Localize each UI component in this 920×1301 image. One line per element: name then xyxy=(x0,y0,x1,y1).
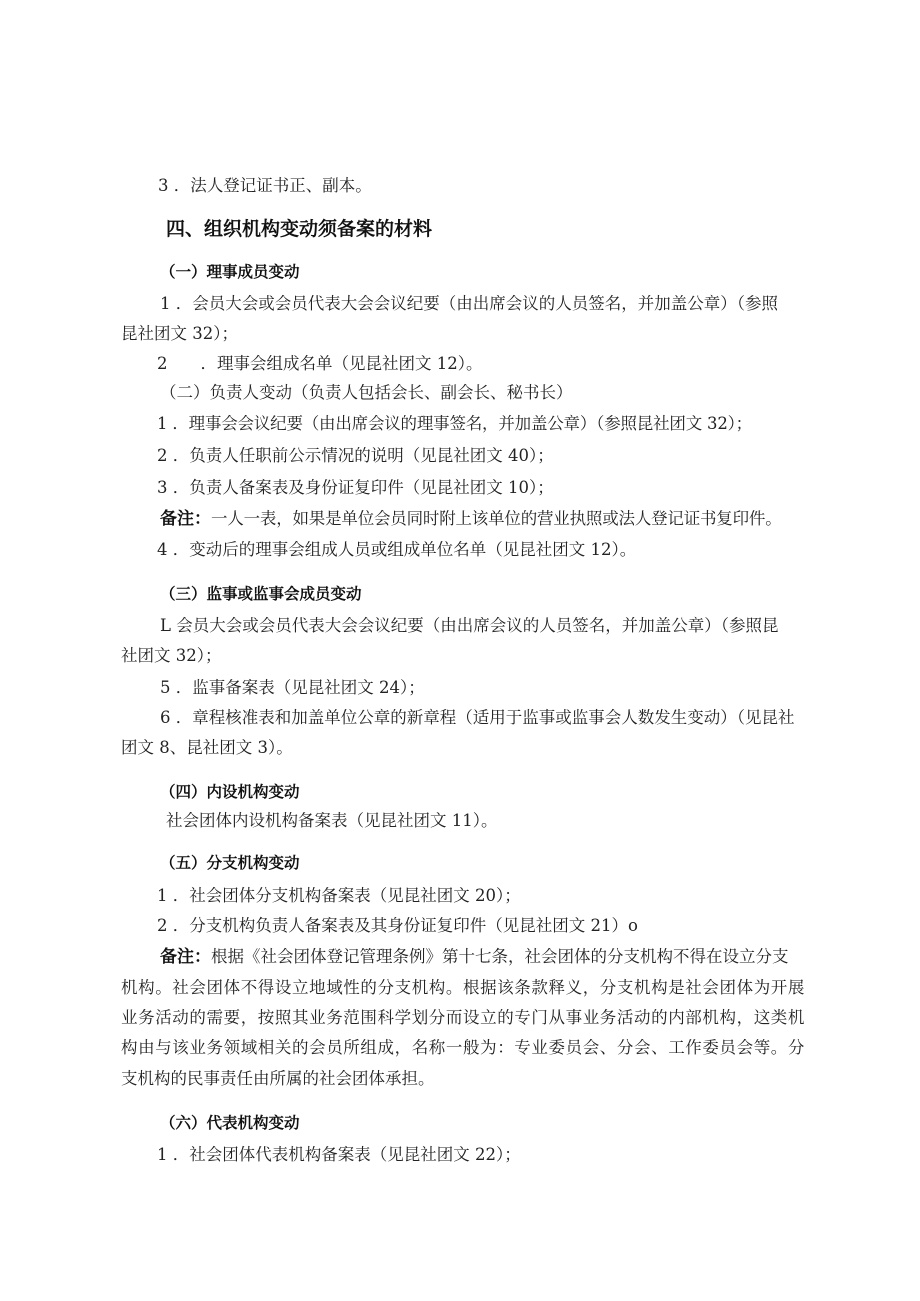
list-item: 2 ．分支机构负责人备案表及其身份证复印件（见昆社团文 21）o xyxy=(157,916,638,935)
subsection-heading: （三）监事或监事会成员变动 xyxy=(160,585,362,603)
note xyxy=(160,946,789,968)
note-text: 一人一表，如果是单位会员同时附上该单位的营业执照或法人登记证书复印件。 xyxy=(211,509,782,528)
list-item-continuation: 社团文 32）； xyxy=(121,646,222,665)
note-text-line: 构由与该业务领域相关的会员所组成，名称一般为：专业委员会、分会、工作委员会等。分 xyxy=(121,1038,805,1057)
subsection-heading: （一）理事成员变动 xyxy=(160,263,300,281)
list-item: 4 ．变动后的理事会组成人员或组成单位名单（见昆社团文 12）。 xyxy=(157,540,637,559)
list-item: 3 ．法人登记证书正、副本。 xyxy=(158,176,372,195)
list-item: 社会团体内设机构备案表（见昆社团文 11）。 xyxy=(166,811,498,830)
list-item: 5 ．监事备案表（见昆社团文 24）； xyxy=(160,678,425,697)
subsection-heading: （四）内设机构变动 xyxy=(160,783,300,801)
note-label: 备注： xyxy=(160,509,211,529)
note xyxy=(160,508,782,530)
list-item-continuation: 团文 8、昆社团文 3）。 xyxy=(121,738,293,757)
list-item: 1 ．会员大会或会员代表大会会议纪要（由出席会议的人员签名，并加盖公章）（参照 xyxy=(160,294,778,313)
note-text-line: 支机构的民事责任由所属的社会团体承担。 xyxy=(121,1069,435,1088)
note-text-line: 业务活动的需要，按照其业务范围科学划分而设立的专门从事业务活动的内部机构，这类机 xyxy=(121,1008,805,1027)
list-item: 1 ．社会团体分支机构备案表（见昆社团文 20）； xyxy=(157,886,521,905)
subsection-heading: （五）分支机构变动 xyxy=(160,854,300,872)
list-item: 1 ．理事会会议纪要（由出席会议的理事签名，并加盖公章）（参照昆社团文 32）； xyxy=(157,414,752,433)
subsection-heading: （六）代表机构变动 xyxy=(160,1114,300,1132)
list-item: 2 ．负责人任职前公示情况的说明（见昆社团文 40）； xyxy=(157,446,554,465)
note-text-line: 机构。社会团体不得设立地域性的分支机构。根据该条款释义，分支机构是社会团体为开展 xyxy=(121,978,805,997)
list-item: 3 ．负责人备案表及身份证复印件（见昆社团文 10）； xyxy=(157,478,554,497)
section-heading: 四、组织机构变动须备案的材料 xyxy=(166,218,433,240)
list-item: 6 ．章程核准表和加盖单位公章的新章程（适用于监事或监事会人数发生变动）（见昆社 xyxy=(160,708,795,727)
note-label: 备注： xyxy=(160,947,211,967)
note-text: 根据《社会团体登记管理条例》第十七条，社会团体的分支机构不得在设立分支 xyxy=(211,947,789,966)
subsection-heading: （二）负责人变动（负责人包括会长、副会长、秘书长） xyxy=(160,383,573,402)
list-item: 1 ．社会团体代表机构备案表（见昆社团文 22）； xyxy=(157,1145,521,1164)
list-item: L 会员大会或会员代表大会会议纪要（由出席会议的人员签名，并加盖公章）（参照昆 xyxy=(160,616,779,635)
list-item: 2 ．理事会组成名单（见昆社团文 12）。 xyxy=(157,354,483,373)
list-item-continuation: 昆社团文 32）； xyxy=(121,324,238,343)
